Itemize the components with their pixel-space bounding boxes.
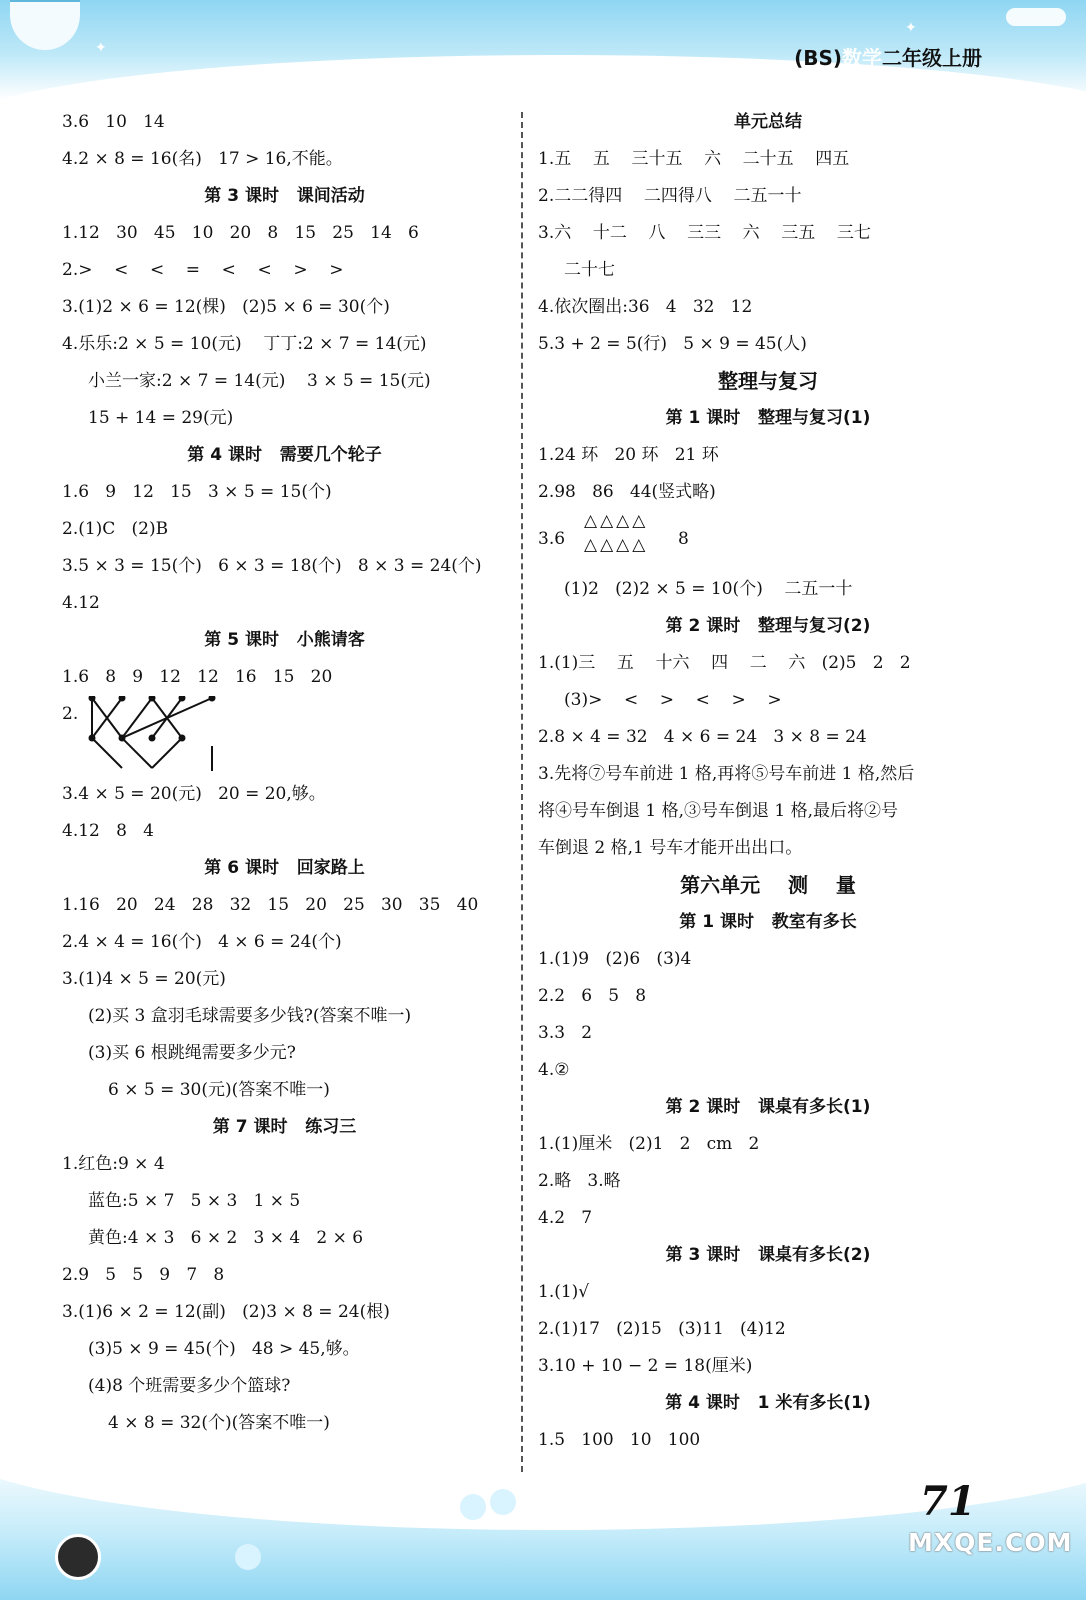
- answer-line: (4)8 个班需要多少个篮球?: [88, 1376, 291, 1396]
- answer-line: 3.先将⑦号车前进 1 格,再将⑤号车前进 1 格,然后: [538, 764, 915, 784]
- tree-icon: [490, 1489, 516, 1515]
- matching-dot: [89, 735, 96, 742]
- answer-line: 4.12 8 4: [62, 821, 154, 841]
- answer-line: 2.(1)17 (2)15 (3)11 (4)12: [538, 1319, 786, 1339]
- column-divider: [521, 112, 523, 1472]
- lesson-heading: 单元总结: [734, 112, 802, 132]
- answer-line: 3.10 + 10 − 2 = 18(厘米): [538, 1356, 753, 1376]
- page-number: 71: [920, 1478, 976, 1525]
- answer-line: (3)> < > < > >: [564, 690, 782, 710]
- answer-line: (2)买 3 盒羽毛球需要多少钱?(答案不唯一): [88, 1006, 412, 1026]
- matching-dot: [209, 696, 216, 702]
- answer-line: 1.16 20 24 28 32 15 20 25 30 35 40: [62, 895, 479, 915]
- answer-line: 1.五 五 三十五 六 二十五 四五: [538, 149, 850, 169]
- matching-dot: [119, 735, 126, 742]
- answer-line: 1.(1)厘米 (2)1 2 cm 2: [538, 1134, 760, 1154]
- answer-line: 15 + 14 = 29(元): [88, 408, 234, 428]
- answer-line: 2.98 86 44(竖式略): [538, 482, 716, 502]
- tree-icon: [235, 1544, 261, 1570]
- triangle-figure: [538, 511, 998, 571]
- matching-dot: [149, 735, 156, 742]
- answer-line: 4.②: [538, 1060, 570, 1080]
- answer-line: 4.2 × 8 = 16(名) 17 > 16,不能。: [62, 149, 343, 169]
- star-icon: ✦: [905, 20, 917, 36]
- answer-value: 8: [678, 529, 689, 549]
- cloud-icon: [1006, 8, 1066, 26]
- section-heading: 第六单元 测 量: [680, 873, 856, 897]
- matching-line: [92, 738, 122, 768]
- answer-line: 4.12: [62, 593, 100, 613]
- answer-line: 蓝色:5 × 7 5 × 3 1 × 5: [88, 1191, 301, 1211]
- line-matching-diagram: [84, 696, 234, 776]
- answer-line: 二十七: [564, 260, 615, 280]
- answer-line: 1.24 环 20 环 21 环: [538, 445, 719, 465]
- answer-line: 3.(1)6 × 2 = 12(副) (2)3 × 8 = 24(根): [62, 1302, 390, 1322]
- lesson-heading: 第 2 课时 整理与复习(2): [665, 616, 871, 636]
- answer-line: 2.二二得四 二四得八 二五一十: [538, 186, 802, 206]
- watermark: MXQE.COM: [908, 1528, 1073, 1557]
- lesson-heading: 第 6 课时 回家路上: [204, 858, 365, 878]
- answer-line: 3.5 × 3 = 15(个) 6 × 3 = 18(个) 8 × 3 = 24(个): [62, 556, 482, 576]
- lesson-heading: 第 4 课时 需要几个轮子: [187, 445, 382, 465]
- answer-line: (3)5 × 9 = 45(个) 48 > 45,够。: [88, 1339, 360, 1359]
- left-answer-column: [62, 104, 507, 1442]
- answer-line: 3.(1)4 × 5 = 20(元): [62, 969, 226, 989]
- triangle-row: △△△△: [584, 535, 649, 555]
- answer-line: 4.2 7: [538, 1208, 593, 1228]
- answer-line: 4 × 8 = 32(个)(答案不唯一): [108, 1413, 330, 1433]
- answer-line: 1.红色:9 × 4: [62, 1154, 165, 1174]
- lesson-heading: 第 3 课时 课间活动: [204, 186, 365, 206]
- answer-line: 2.9 5 5 9 7 8: [62, 1265, 225, 1285]
- answer-line: 3.3 2: [538, 1023, 593, 1043]
- answer-line: 将④号车倒退 1 格,③号车倒退 1 格,最后将②号: [538, 801, 899, 821]
- answer-line: 2.8 × 4 = 32 4 × 6 = 24 3 × 8 = 24: [538, 727, 867, 747]
- answer-line: 1.(1)三 五 十六 四 二 六 (2)5 2 2: [538, 653, 911, 673]
- answer-line: 1.12 30 45 10 20 8 15 25 14 6: [62, 223, 419, 243]
- answer-line: 3.六 十二 八 三三 六 三五 三七: [538, 223, 871, 243]
- top-banner: [0, 0, 1086, 100]
- bottom-banner: [0, 1450, 1086, 1600]
- star-icon: ✦: [95, 40, 107, 56]
- tree-icon: [460, 1494, 486, 1520]
- answer-line: 1.(1)9 (2)6 (3)4: [538, 949, 692, 969]
- matching-line: [152, 738, 182, 768]
- answer-line: 2.2 6 5 8: [538, 986, 647, 1006]
- answer-line: 2.> < < = < < > >: [62, 260, 344, 280]
- answer-line: (3)买 6 根跳绳需要多少元?: [88, 1043, 296, 1063]
- lesson-heading: 第 7 课时 练习三: [212, 1117, 357, 1137]
- right-answer-column: [538, 104, 998, 1459]
- lesson-heading: 第 2 课时 课桌有多长(1): [665, 1097, 871, 1117]
- answer-line: 3.(1)2 × 6 = 12(棵) (2)5 × 6 = 30(个): [62, 297, 390, 317]
- answer-line: 4.乐乐:2 × 5 = 10(元) 丁丁:2 × 7 = 14(元): [62, 334, 427, 354]
- matching-figure: [62, 696, 507, 776]
- answer-line: 小兰一家:2 × 7 = 14(元) 3 × 5 = 15(元): [88, 371, 431, 391]
- lesson-heading: 第 3 课时 课桌有多长(2): [665, 1245, 871, 1265]
- answer-line: 6 × 5 = 30(元)(答案不唯一): [108, 1080, 330, 1100]
- question-number: 2.: [62, 704, 79, 724]
- answer-line: 2.略 3.略: [538, 1171, 621, 1191]
- grade-label: 二年级上册: [882, 46, 982, 70]
- lesson-heading: 第 1 课时 教室有多长: [679, 912, 857, 932]
- answer-line: 车倒退 2 格,1 号车才能开出出口。: [538, 838, 803, 858]
- answer-line: 3.4 × 5 = 20(元) 20 = 20,够。: [62, 784, 326, 804]
- question-number: 3.6: [538, 529, 566, 549]
- answer-line: 1.(1)√: [538, 1282, 590, 1302]
- answer-line: 4.依次圈出:36 4 32 12: [538, 297, 753, 317]
- lesson-heading: 第 1 课时 整理与复习(1): [665, 408, 871, 428]
- lesson-heading: 第 4 课时 1 米有多长(1): [665, 1393, 871, 1413]
- edition-label: (BS): [794, 46, 842, 70]
- answer-line: 1.6 9 12 15 3 × 5 = 15(个): [62, 482, 332, 502]
- lesson-heading: 第 5 课时 小熊请客: [204, 630, 365, 650]
- answer-line: 1.6 8 9 12 12 16 15 20: [62, 667, 333, 687]
- subject-label: 数学: [842, 46, 882, 70]
- answer-line: 2.(1)C (2)B: [62, 519, 169, 539]
- answer-line: 黄色:4 × 3 6 × 2 3 × 4 2 × 6: [88, 1228, 364, 1248]
- answer-line: 1.5 100 10 100: [538, 1430, 701, 1450]
- triangle-row: △△△△: [584, 511, 649, 531]
- moon-icon: [10, 0, 80, 50]
- page-header: [794, 42, 982, 71]
- answer-line: 3.6 10 14: [62, 112, 165, 132]
- child-mascot-icon: [55, 1534, 101, 1580]
- matching-dot: [179, 735, 186, 742]
- answer-line: (1)2 (2)2 × 5 = 10(个) 二五一十: [564, 579, 853, 599]
- answer-line: 2.4 × 4 = 16(个) 4 × 6 = 24(个): [62, 932, 342, 952]
- matching-line: [122, 738, 152, 768]
- section-heading: 整理与复习: [718, 369, 818, 393]
- answer-line: 5.3 + 2 = 5(行) 5 × 9 = 45(人): [538, 334, 807, 354]
